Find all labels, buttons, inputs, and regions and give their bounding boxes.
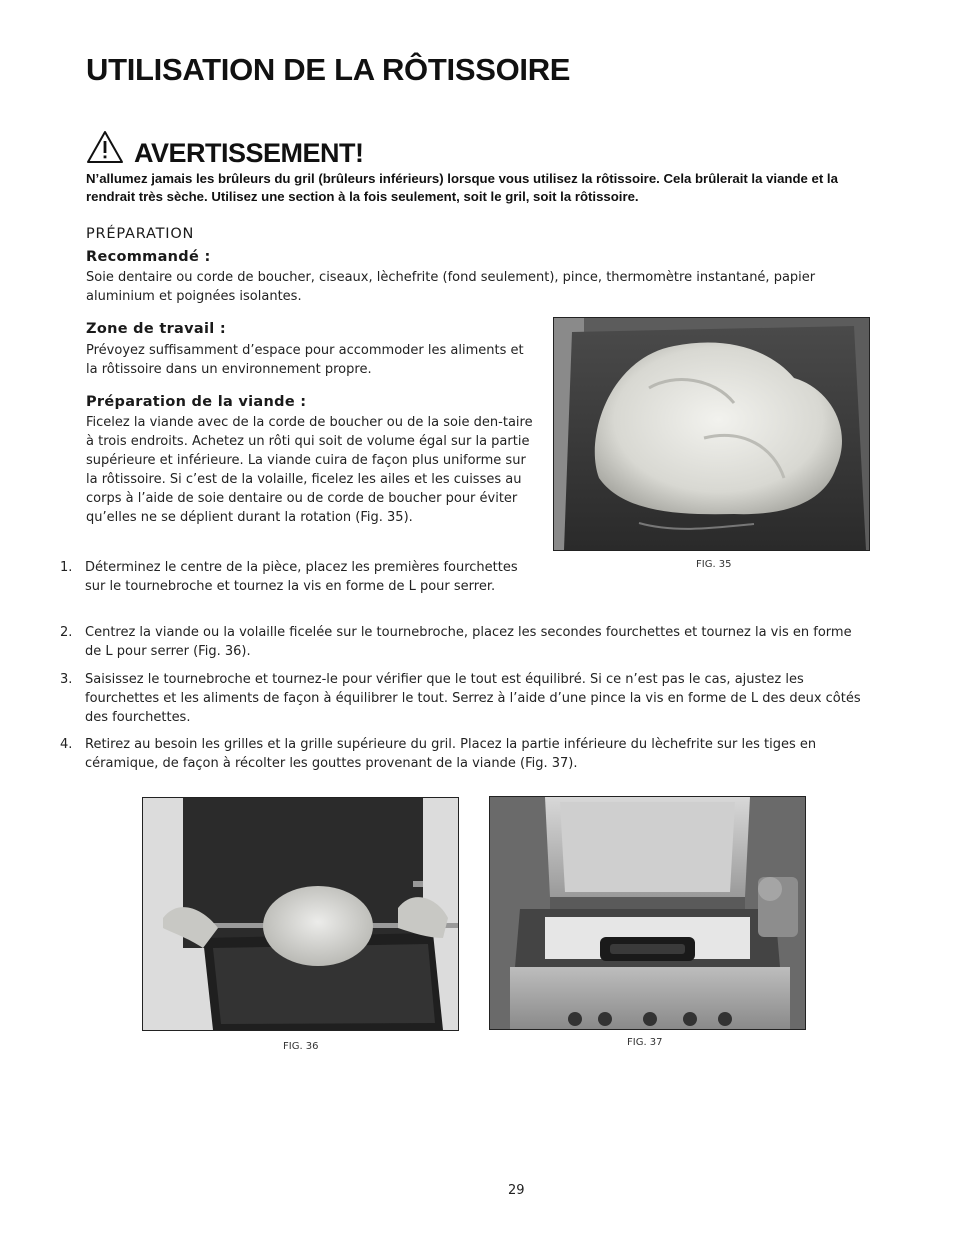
- meat-heading: Préparation de la viande :: [86, 394, 307, 410]
- page-number: 29: [508, 1183, 525, 1198]
- figure-36-image: [142, 797, 459, 1031]
- warning-triangle-icon: [86, 130, 124, 164]
- figure-35-caption: FIG. 35: [696, 559, 732, 570]
- meat-text: Ficelez la viande avec de la corde de boucher ou de la soie den-taire à trois endroits. Achetez un rôti qui soit de volume égal sur la partie supérieure et inférieure. La viande cuira de façon plus uniforme sur la rôtissoire. Si c’est de la volaille, ficelez les ailes et les cuisses au corps à l’aide de soie dentaire ou de corde de boucher pour éviter qu’elles ne se déplient durant la rotation (Fig. 35).: [86, 415, 533, 525]
- warning-text: N’allumez jamais les brûleurs du gril (brûleurs inférieurs) lorsque vous utilisez la rôtissoire. Cela brûlerait la viande et la rendrait très sèche. Utilisez une section à la fois seulement, soit le gril, soit la rôtissoire.: [86, 171, 838, 204]
- step-number: 4.: [60, 737, 73, 752]
- step-number: 2.: [60, 625, 73, 640]
- step-text: Retirez au besoin les grilles et la grille supérieure du gril. Placez la partie inférieure du lèchefrite sur les tiges en céramique, de façon à récolter les gouttes provenant de la viande (Fig. 37).: [85, 737, 817, 771]
- recommended-text: Soie dentaire ou corde de boucher, ciseaux, lèchefrite (fond seulement), pince, thermomètre instantané, papier aluminium et poignées isolantes.: [86, 270, 816, 304]
- recommended-heading: Recommandé :: [86, 249, 211, 265]
- figure-37-caption: FIG. 37: [627, 1037, 663, 1048]
- preparation-heading: PRÉPARATION: [86, 226, 195, 242]
- step-text: Centrez la viande ou la volaille ficelée sur le tournebroche, placez les secondes fourchettes et tournez la vis en forme de L pour serrer (Fig. 36).: [85, 625, 852, 659]
- figure-37-image: [489, 796, 806, 1030]
- workspace-heading: Zone de travail :: [86, 321, 226, 337]
- step-text: Déterminez le centre de la pièce, placez les premières fourchettes sur le tournebroche et tournez la vis en forme de L pour serrer.: [85, 560, 518, 594]
- workspace-text: Prévoyez suffisamment d’espace pour accommoder les aliments et la rôtissoire dans un environnement propre.: [86, 343, 524, 377]
- figure-35-image: [553, 317, 870, 551]
- page-title: UTILISATION DE LA RÔTISSOIRE: [86, 52, 571, 87]
- step-text: Saisissez le tournebroche et tournez-le pour vérifier que le tout est équilibré. Si ce n’est pas le cas, ajustez les fourchettes et les aliments de façon à équilibrer le tout. Serrez à l’aide d’une pince la vis en forme de L des deux côtés des fourchettes.: [85, 672, 861, 725]
- step-number: 1.: [60, 560, 73, 575]
- step-number: 3.: [60, 672, 73, 687]
- warning-title: AVERTISSEMENT!: [134, 138, 364, 168]
- figure-36-caption: FIG. 36: [283, 1041, 319, 1052]
